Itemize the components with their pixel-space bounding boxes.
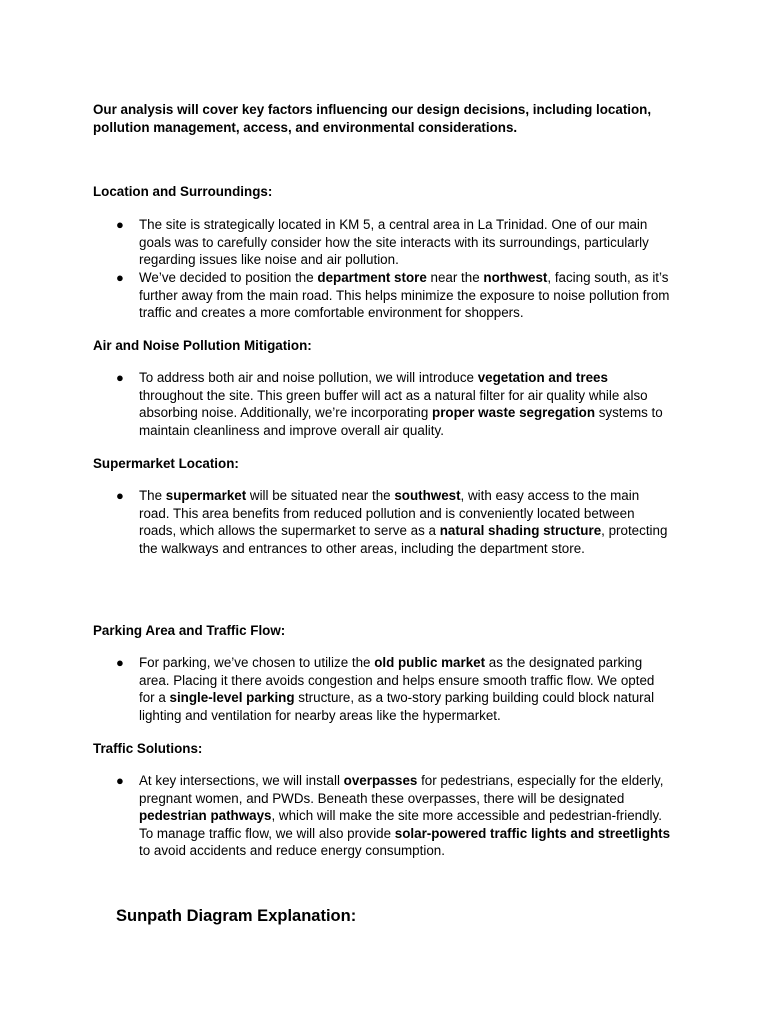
bullet-marker: ● [116, 270, 124, 285]
text-run: to avoid accidents and reduce energy consumption. [139, 843, 445, 859]
text-run: as the designated parking area. Placing it there avoids congestion and helps ensure smooth traffic flow. We opted for a [139, 655, 655, 706]
bold-text: solar-powered traffic lights and streetlights [394, 825, 671, 841]
bullet-supermarket-1 [139, 487, 673, 557]
text-run: At key intersections, we will install [139, 773, 344, 788]
section-heading-location: Location and Surroundings: [93, 184, 273, 199]
bold-text: proper waste segregation [432, 405, 595, 421]
intro-paragraph: Our analysis will cover key factors influencing our design decisions, including location, pollution management, access, and environmental considerations. [93, 102, 652, 135]
text-run: , protecting the walkways and entrances to other areas, including the department store. [139, 523, 668, 556]
text-run: systems to maintain cleanliness and improve overall air quality. [139, 405, 663, 438]
text-run: throughout the site. This green buffer will act as a natural filter for air quality while also absorbing noise. Additionally, we’re incorporating [139, 387, 648, 421]
bold-text: southwest [394, 488, 461, 503]
text-run: , with easy access to the main road. This area benefits from reduced pollution and is conveniently located between roads, which allows the supermarket to serve as a [139, 488, 640, 539]
text-run: , facing south, as it’s further away from the main road. This helps minimize the exposure to noise pollution from traffic and creates a more comfortable environment for shoppers. [139, 270, 670, 321]
bold-text: overpasses [343, 773, 418, 788]
text-run: For parking, we’ve chosen to utilize the [139, 655, 375, 670]
text-run: structure, as a two-story parking building could block natural lighting and ventilation for nearby areas like the hypermarket. [139, 690, 655, 723]
section-heading-pollution: Air and Noise Pollution Mitigation: [93, 338, 312, 353]
text-run: near the [426, 270, 484, 285]
bullet-marker: ● [116, 370, 124, 385]
bullet-marker: ● [116, 655, 124, 670]
text-run: for pedestrians, especially for the elderly, pregnant women, and PWDs. Beneath these overpasses, there will be designated [139, 773, 664, 806]
bullet-location-1 [139, 216, 673, 269]
bullet-traffic-1 [139, 772, 673, 860]
text-run: The site is strategically located in KM 5, a central area in La Trinidad. One of our main goals was to carefully consider how the site interacts with its surroundings, particularly regarding issues like noise and air pollution. [139, 217, 649, 268]
bold-text: vegetation and trees [477, 370, 608, 385]
bullet-marker: ● [116, 488, 124, 503]
bullet-marker: ● [116, 773, 124, 788]
text-run: We’ve decided to position the [139, 270, 318, 285]
bold-text: supermarket [165, 488, 247, 503]
text-run: , which will make the site more accessible and pedestrian-friendly. To manage traffic flow, we will also provide [139, 808, 662, 841]
section-heading-supermarket: Supermarket Location: [93, 456, 239, 471]
bullet-location-2 [139, 269, 673, 322]
bullet-parking-1 [139, 654, 673, 724]
section-heading-parking: Parking Area and Traffic Flow: [93, 623, 286, 638]
sunpath-heading: Sunpath Diagram Explanation: [116, 907, 357, 925]
text-run: will be situated near the [246, 488, 395, 503]
bold-text: northwest [483, 270, 548, 285]
bold-text: pedestrian pathways [139, 808, 272, 824]
bold-text: department store [317, 270, 427, 285]
bold-text: old public market [374, 655, 486, 670]
text-run: To address both air and noise pollution, we will introduce [139, 370, 478, 385]
text-run: The [139, 488, 166, 503]
bold-text: single-level parking [169, 690, 295, 706]
bullet-pollution-1 [139, 369, 673, 439]
bold-text: natural shading structure [439, 523, 602, 539]
section-heading-traffic: Traffic Solutions: [93, 741, 203, 756]
bullet-marker: ● [116, 217, 124, 232]
